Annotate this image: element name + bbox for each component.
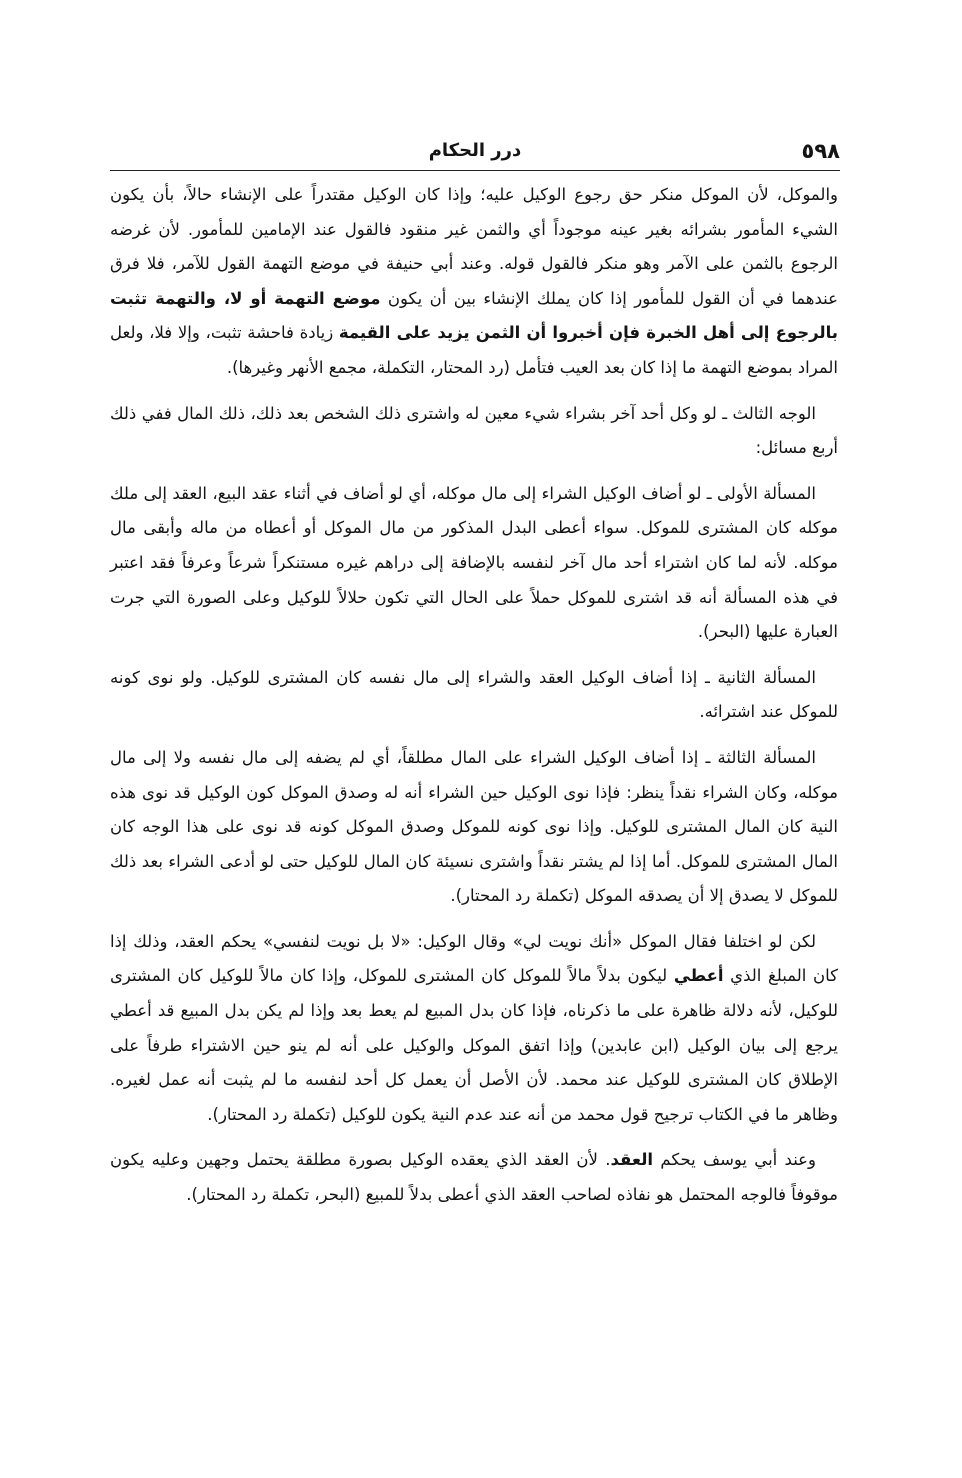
paragraph-gap [110, 730, 838, 741]
paragraph-1-text: والموكل، لأن الموكل منكر حق رجوع الوكيل عليه؛ وإذا كان الوكيل مقتدراً على الإنشاء حالاً، بأن يكون الشيء المأمور بشرائه بغير عينه موجوداً أي والثمن غير منقود فالقول عند الإمامين للمأمور. لأن غرضه الرجوع بالثمن على الآمر وهو منكر فالقول قوله. وعند أبي حنيفة في موضع التهمة القول للآمر، فلا فرق عندهما في أن القول للمأمور إذا كان يملك الإنشاء بين أن يكون [110, 185, 838, 308]
paragraph-6-bold-text: أعطي [673, 966, 724, 986]
paragraph-6-text: لكن لو اختلفا فقال الموكل «أنك نويت لي» وقال الوكيل: «لا بل نويت لنفسي» يحكم العقد، وذلك إذا كان المبلغ الذي [110, 931, 838, 986]
paragraph-2-text: الوجه الثالث ـ لو وكل أحد آخر بشراء شيء معين له واشترى ذلك الشخص بعد ذلك، ذلك المال ففي ذلك أربع مسائل: [110, 403, 838, 458]
paragraph-7-bold-text: العقد [610, 1150, 654, 1170]
paragraph-1 [110, 178, 838, 386]
paragraph-7-text: وعند أبي يوسف يحكم [653, 1150, 816, 1170]
paragraph-2 [110, 397, 838, 466]
paragraph-gap [110, 1132, 838, 1143]
paragraph-6 [110, 925, 838, 1133]
page-header [110, 136, 840, 170]
paragraph-5-text: المسألة الثالثة ـ إذا أضاف الوكيل الشراء على المال مطلقاً، أي لم يضفه إلى مال نفسه ولا إلى مال موكله، وكان الشراء نقداً ينظر: فإذا نوى الوكيل حين الشراء أنه له وصدق الموكل كون الوكيل قد نوى هذه النية كان المال المشترى للوكيل. وإذا نوى كونه للموكل وصدق الموكل كونه قد نوى على هذا الوجه كان المال المشترى للموكل. أما إذا لم يشتر نقداً واشترى نسيئة كان المال للوكيل حتى لو أدعى الشراء بعد ذلك للموكل لا يصدق إلا أن يصدقه الموكل (تكملة رد المحتار). [110, 747, 838, 906]
paragraph-gap [110, 914, 838, 925]
paragraph-gap [110, 650, 838, 661]
page-number: ٥٩٨ [801, 139, 840, 163]
paragraph-6-text-end: ليكون بدلاً مالاً للموكل كان المشترى للموكل، وإذا كان مالاً للوكيل كان المشترى للوكيل، لأنه دلالة ظاهرة على ما ذكرناه، فإذا كان بدل المبيع لم يعط بعد وإذا لم يكن بدل المبيع قد أعطي يرجع إلى بيان الوكيل (ابن عابدين) وإذا اتفق الموكل والوكيل على أنه لم ينو حين الاشتراء طرفاً على الإطلاق كان المشترى للوكيل عند محمد. لأن الأصل أن يعمل كل أحد لنفسه ما لم يثبت أنه عمل لغيره. وظاهر ما في الكتاب ترجيح قول محمد من أنه عند عدم النية يكون للوكيل (تكملة رد المحتار). [110, 966, 838, 1124]
paragraph-4 [110, 661, 838, 730]
paragraph-1-text-end: زيادة فاحشة تثبت، وإلا فلا، ولعل المراد بموضع التهمة ما إذا كان بعد العيب فتأمل (رد المحتار، التكملة، مجمع الأنهر وغيرها). [110, 323, 838, 377]
body-text [110, 178, 838, 1213]
header-rule [110, 170, 840, 171]
paragraph-1-bold-text: موضع التهمة أو لا، والتهمة تثبت بالرجوع إلى أهل الخبرة فإن أخبروا أن الثمن يزيد على القيمة [110, 288, 838, 343]
paragraph-gap [110, 466, 838, 477]
paragraph-3 [110, 477, 838, 650]
paragraph-5 [110, 741, 838, 914]
paragraph-7-text-end: . لأن العقد الذي يعقده الوكيل بصورة مطلقة يحتمل وجهين وعليه يكون موقوفاً فالوجه المحتمل هو نفاذه لصاحب العقد الذي أعطى بدلاً للمبيع (البحر، تكملة رد المحتار). [110, 1150, 838, 1205]
paragraph-gap [110, 386, 838, 397]
paragraph-7 [110, 1143, 838, 1212]
paragraph-4-text: المسألة الثانية ـ إذا أضاف الوكيل العقد والشراء إلى مال نفسه كان المشترى للوكيل. ولو نوى كونه للموكل عند اشترائه. [110, 667, 838, 722]
paragraph-3-text: المسألة الأولى ـ لو أضاف الوكيل الشراء إلى مال موكله، أي لو أضاف في أثناء عقد البيع، العقد إلى ملك موكله كان المشترى للموكل. سواء أعطى البدل المذكور من مال الموكل أو أعطاه من ماله وأبقى مال موكله. لأنه لما كان اشتراء أحد مال آخر لنفسه بالإضافة إلى دراهم غيره مستنكراً شرعاً وعرفاً فقد اعتبر في هذه المسألة أنه قد اشترى للموكل حملاً على الحال التي تكون حلالاً للوكيل وعلى الصورة التي جرت العبارة عليها (البحر). [110, 483, 838, 642]
running-title: درر الحكام [428, 140, 522, 161]
